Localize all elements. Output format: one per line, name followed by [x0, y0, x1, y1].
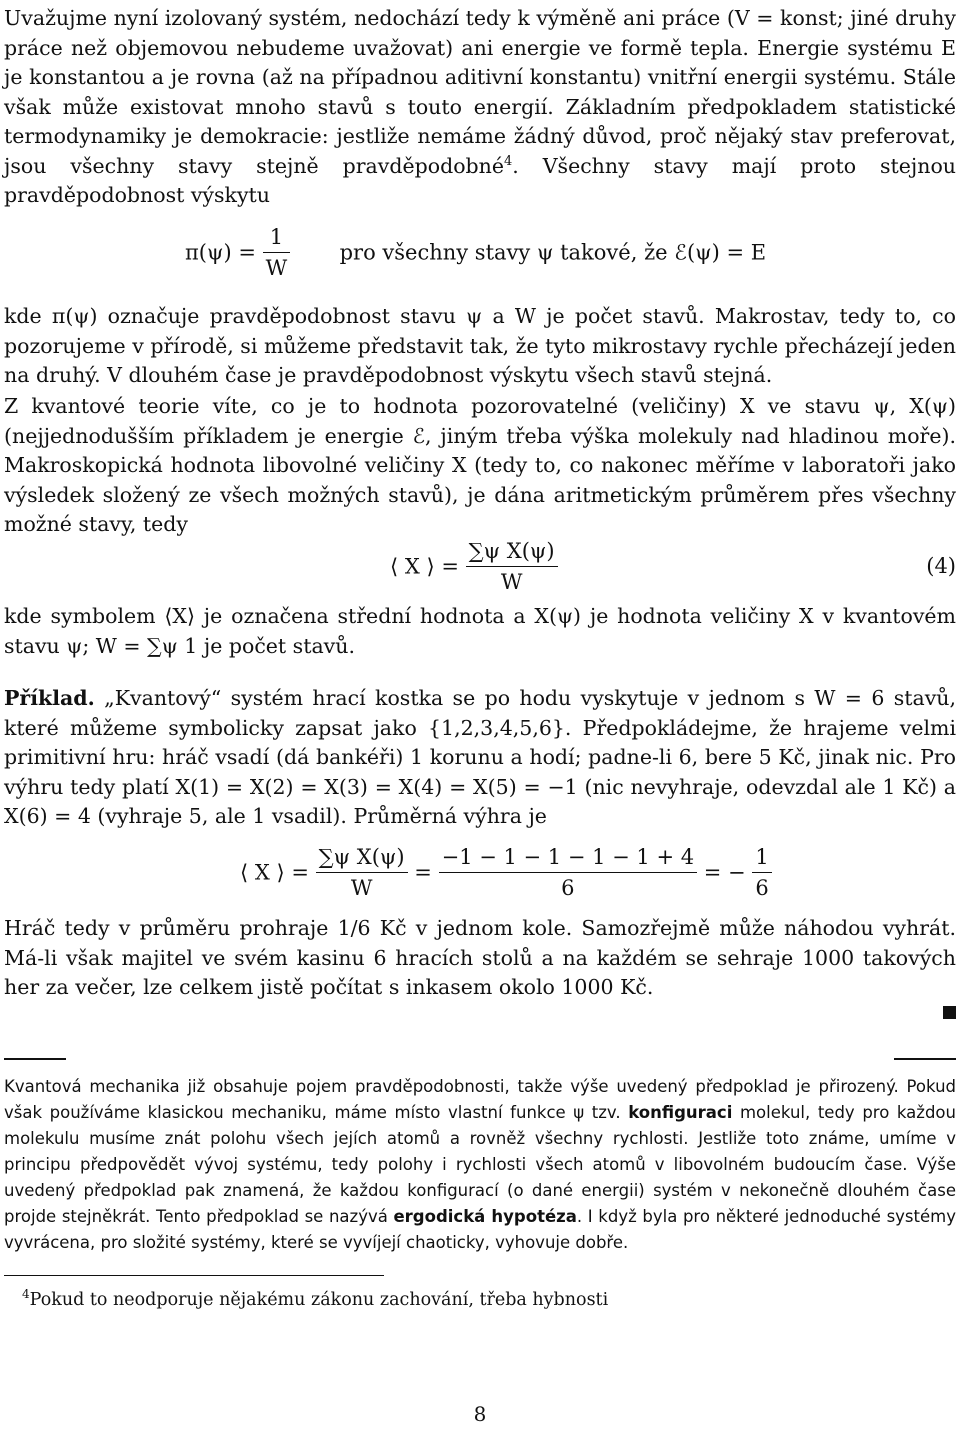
footnote-text: Pokud to neodporuje nějakému zákonu zachování, třeba hybnosti	[29, 1289, 609, 1310]
note-text: . I když byla pro některé jednoduché systémy vyvrácena, pro složité systémy, které se vyvíjejí chaoticky, vyhovuje dobře.	[4, 1207, 956, 1252]
equation-probability	[185, 222, 766, 283]
equals-sign: =	[414, 860, 432, 885]
note-text: molekul, tedy pro každou molekulu musíme znát polohu všech jejích atomů a rovněž všechny rychlosti. Jestliže toto známe, umíme v principu předpovědět vývoj systému, tedy polohy i rychlosti všech atomů v libovolném budoucím čase. Výše uvedený předpoklad pak znamená, že každou konfigurací (o dané energii) systém v nekonečně dlouhém čase projde stejněkrát. Tento předpoklad se nazývá	[4, 1103, 956, 1226]
equation-number: (4)	[926, 554, 956, 578]
fraction-denominator: 6	[755, 876, 769, 900]
note-term-configuration: konfiguraci	[628, 1103, 733, 1122]
fraction-numerator: ∑ψ X(ψ)	[466, 536, 558, 567]
footnote-divider	[4, 1275, 384, 1276]
equation-condition: pro všechny stavy ψ takové, že ℰ(ψ) = E	[339, 240, 767, 265]
example-label: Příklad.	[4, 686, 95, 710]
equation-average-win	[240, 842, 772, 903]
fraction-denominator: W	[265, 256, 288, 280]
paragraph-text: Uvažujme nyní izolovaný systém, nedochází tedy k výměně ani práce (V = konst; jiné druhy práce než objemovou nebudeme uvažovat) ani energie ve formě tepla. Energie systému E je konstantou a je rovna (až na případnou aditivní konstantu) vnitřní energii systému. Stále však může existovat mnoho stavů s touto energií. Základním předpokladem statistické termodynamiky je demokracie: jestliže nemáme žádný důvod, proč nějaký stav preferovat, jsou všechny stavy stejně pravděpodobné	[4, 6, 956, 178]
paragraph-quantum-observable: Z kvantové teorie víte, co je to hodnota pozorovatelné (veličiny) X ve stavu ψ, X(ψ) (nejjednodušším příkladem je energie ℰ, jiným třeba výška molekuly nad hladinou moře). Makroskopická hodnota libovolné veličiny X (tedy to, co nakonec měříme v laboratoři jako výsledek složený ze všech možných stavů), je dána aritmetickým průměrem přes všechny možné stavy, tedy	[4, 394, 956, 536]
fraction-numerator: ∑ψ X(ψ)	[316, 842, 408, 873]
fraction-denominator: W	[500, 570, 523, 594]
equation-lhs: ⟨ X ⟩ =	[240, 860, 309, 885]
fraction	[752, 842, 771, 903]
footnote	[22, 1282, 608, 1312]
equation-lhs: ⟨ X ⟩ =	[390, 554, 459, 579]
fraction-denominator: W	[350, 876, 373, 900]
fraction-denominator: 6	[561, 876, 575, 900]
footnote-mark: 4	[22, 1287, 30, 1301]
note-divider-left	[4, 1058, 66, 1060]
note-term-ergodic: ergodická hypotéza	[393, 1207, 577, 1226]
fraction	[466, 536, 558, 597]
paragraph-mean-symbol: kde symbolem ⟨X⟩ je označena střední hodnota a X(ψ) je hodnota veličiny X v kvantovém stavu ψ; W = ∑ψ 1 je počet stavů.	[4, 604, 956, 658]
page-number: 8	[473, 1402, 487, 1426]
paragraph-text-tail: . Všechny stavy mají proto stejnou pravděpodobnost výskytu	[4, 153, 957, 207]
example-text: „Kvantový“ systém hrací kostka se po hodu vyskytuje v jednom s W = 6 stavů, které můžeme symbolicky zapsat jako {1,2,3,4,5,6}. Předpokládejme, že hrajeme velmi primitivní hru: hráč vsadí (dá bankéři) 1 korunu a hodí; padne-li 6, bere 5 Kč, jinak nic. Pro výhru tedy platí X(1) = X(2) = X(3) = X(4) = X(5) = −1 (nic nevyhraje, odevzdal ale 1 Kč) a X(6) = 4 (vyhraje 5, ale 1 vsadil). Průměrná výhra je	[4, 686, 956, 828]
fraction	[316, 842, 408, 903]
fraction	[439, 842, 698, 903]
fraction-numerator: 1	[752, 842, 771, 873]
note-divider-right	[894, 1058, 956, 1060]
paragraph-example	[4, 684, 956, 832]
paragraph-macrostate: kde π(ψ) označuje pravděpodobnost stavu ψ a W je počet stavů. Makrostav, tedy to, co pozorujeme v přírodě, si můžeme představit tak, že tyto mikrostavy rychle přecházejí jeden na druhý. V dlouhém čase je pravděpodobnost výskytu všech stavů stejná.	[4, 304, 956, 387]
footnote-reference: 4	[504, 153, 513, 169]
equals-minus-sign: = −	[703, 860, 746, 885]
equation-mean-value	[390, 536, 558, 597]
fraction-numerator: −1 − 1 − 1 − 1 − 1 + 4	[439, 842, 698, 873]
side-note	[4, 1074, 956, 1256]
paragraph-isolated-system	[4, 4, 956, 211]
fraction	[263, 222, 291, 283]
paragraph-conclusion: Hráč tedy v průměru prohraje 1/6 Kč v jednom kole. Samozřejmě může náhodou vyhrát. Má-li však majitel ve svém kasinu 6 hracích stolů a na každém se sehraje 1000 takových her za večer, lze celkem jistě počítat s inkasem okolo 1000 Kč.	[4, 916, 956, 999]
equation-lhs: π(ψ) =	[185, 240, 256, 265]
end-of-example-mark	[943, 1006, 956, 1019]
note-text: Kvantová mechanika již obsahuje pojem pravděpodobnosti, takže výše uvedený předpoklad je přirozený. Pokud však používáme klasickou mechaniku, máme místo vlastní funkce ψ tzv.	[4, 1077, 956, 1122]
fraction-numerator: 1	[263, 222, 291, 253]
